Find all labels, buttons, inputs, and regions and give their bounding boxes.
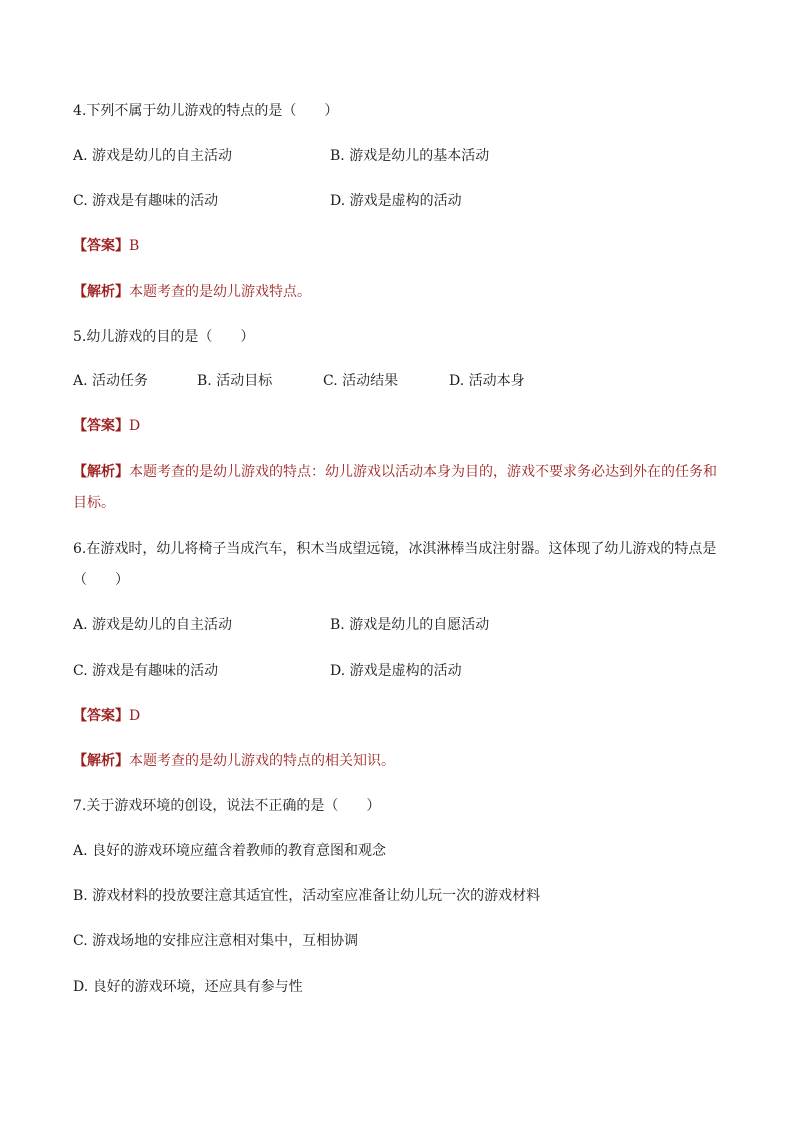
question-7-stem: 7.关于游戏环境的创设，说法不正确的是（ ） xyxy=(73,798,381,814)
question-5-stem: 5.幼儿游戏的目的是（ ） xyxy=(73,329,255,345)
question-7-option-d: D. 良好的游戏环境，还应具有参与性 xyxy=(73,979,303,995)
question-5-option-b: B. 活动目标 xyxy=(197,373,273,389)
question-6-stem: 6.在游戏时，幼儿将椅子当成汽车，积木当成望远镜，冰淇淋棒当成注射器。这体现了幼儿游戏的特点是（ ） xyxy=(73,541,717,588)
analysis-text: 本题考查的是幼儿游戏的特点的相关知识。 xyxy=(129,753,395,769)
answer-value: D xyxy=(129,418,141,434)
question-5-analysis xyxy=(73,457,723,519)
analysis-tag: 【解析】 xyxy=(73,753,129,769)
question-5-option-d: D. 活动本身 xyxy=(449,373,525,389)
answer-tag: 【答案】 xyxy=(73,238,129,254)
question-6-option-a: A. 游戏是幼儿的自主活动 xyxy=(73,617,233,633)
analysis-tag: 【解析】 xyxy=(73,284,129,300)
question-7-option-b: B. 游戏材料的投放要注意其适宜性，活动室应准备让幼儿玩一次的游戏材料 xyxy=(73,888,541,904)
question-6-analysis xyxy=(73,751,395,771)
question-7-option-c: C. 游戏场地的安排应注意相对集中，互相协调 xyxy=(73,933,359,949)
question-6-answer xyxy=(73,706,140,726)
answer-tag: 【答案】 xyxy=(73,418,129,434)
analysis-text: 本题考查的是幼儿游戏的特点：幼儿游戏以活动本身为目的，游戏不要求务必达到外在的任务和目标。 xyxy=(73,464,717,511)
question-4-option-a: A. 游戏是幼儿的自主活动 xyxy=(73,148,233,164)
analysis-text: 本题考查的是幼儿游戏特点。 xyxy=(129,284,311,300)
question-4-option-d: D. 游戏是虚构的活动 xyxy=(330,193,462,209)
question-7-option-a: A. 良好的游戏环境应蕴含着教师的教育意图和观念 xyxy=(73,843,387,859)
question-4-stem: 4.下列不属于幼儿游戏的特点的是（ ） xyxy=(73,103,339,119)
question-4-option-b: B. 游戏是幼儿的基本活动 xyxy=(330,148,490,164)
question-5-option-c: C. 活动结果 xyxy=(323,373,399,389)
question-5-option-a: A. 活动任务 xyxy=(73,373,149,389)
answer-value: B xyxy=(129,238,140,254)
answer-value: D xyxy=(129,708,141,724)
question-6-option-d: D. 游戏是虚构的活动 xyxy=(330,663,462,679)
answer-tag: 【答案】 xyxy=(73,708,129,724)
question-6-option-b: B. 游戏是幼儿的自愿活动 xyxy=(330,617,490,633)
question-4-analysis xyxy=(73,282,311,302)
question-4-answer xyxy=(73,236,139,256)
question-4-option-c: C. 游戏是有趣味的活动 xyxy=(73,193,219,209)
question-5-answer xyxy=(73,416,140,436)
question-6-option-c: C. 游戏是有趣味的活动 xyxy=(73,663,219,679)
analysis-tag: 【解析】 xyxy=(73,464,129,480)
